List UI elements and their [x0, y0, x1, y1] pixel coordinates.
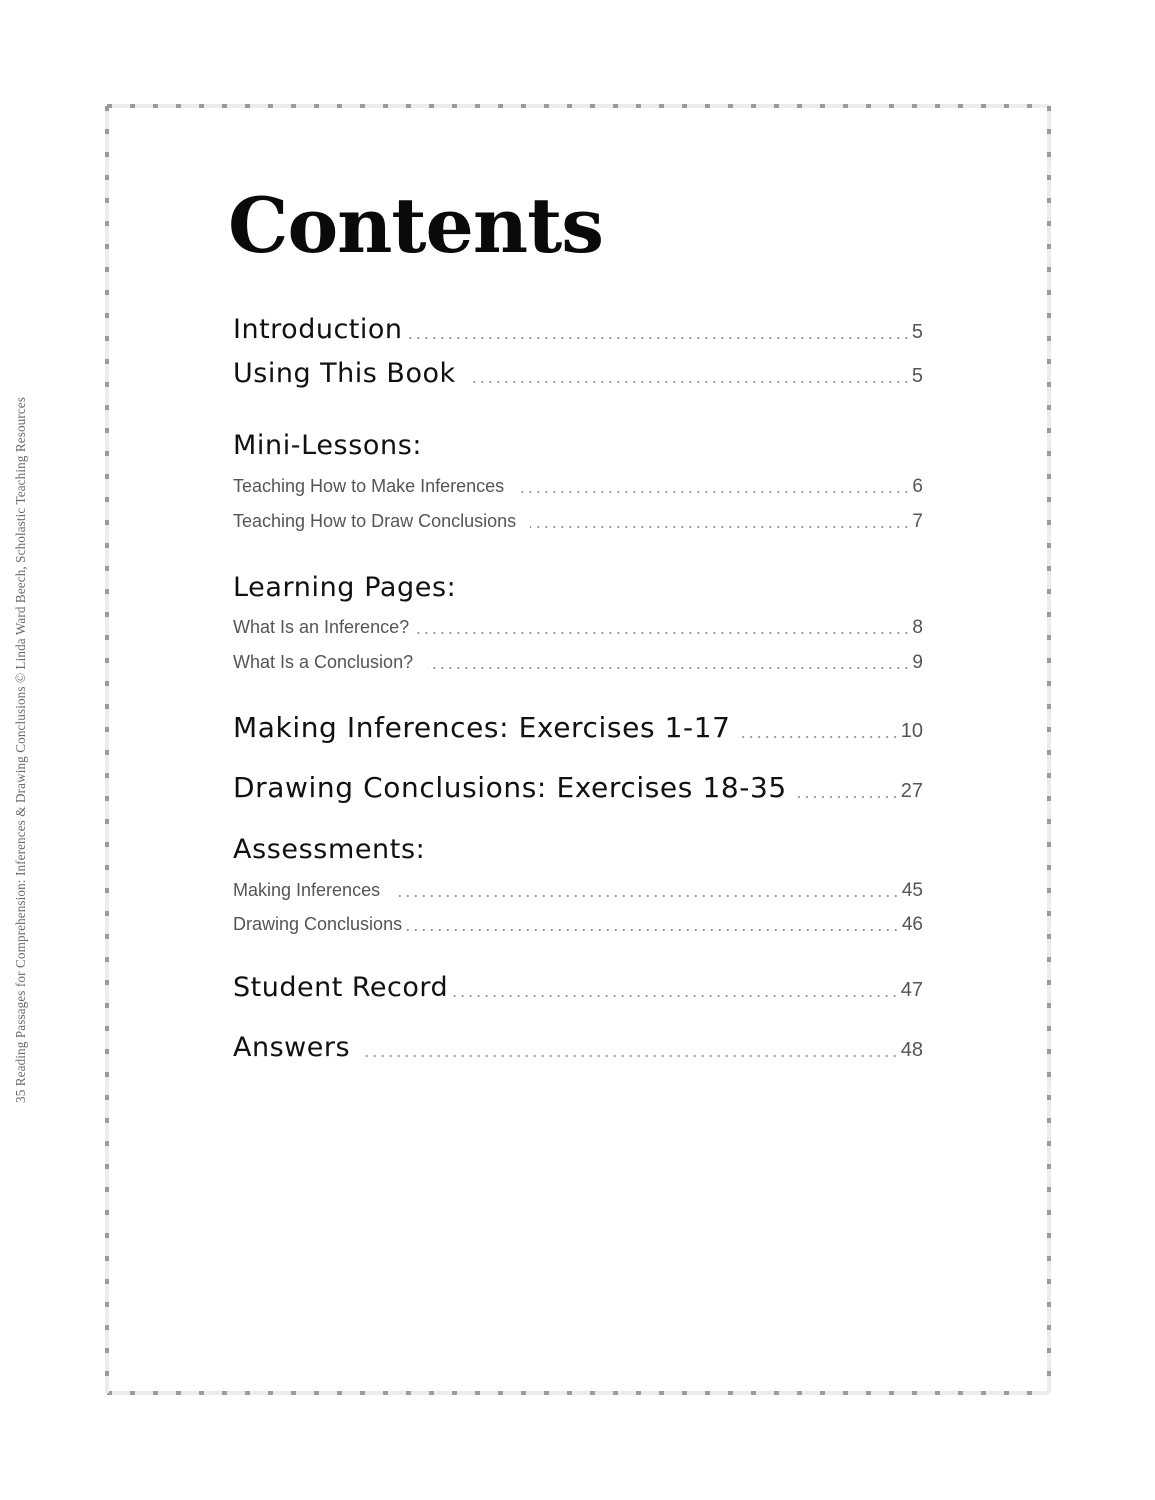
dot-leader: [530, 526, 910, 528]
section-heading-learning-pages: Learning Pages:: [233, 572, 457, 603]
dot-leader: [472, 381, 910, 383]
toc-page-number: 10: [900, 720, 923, 742]
dot-leader: [406, 929, 900, 931]
toc-entry-student-record[interactable]: [233, 972, 923, 1003]
toc-page-number: 47: [900, 979, 923, 1001]
dot-leader: [452, 995, 899, 997]
toc-entry-label: Teaching How to Draw Conclusions: [233, 511, 517, 531]
toc-page-number: 6: [912, 476, 923, 497]
toc-page-number: 7: [912, 511, 923, 532]
toc-entry-label: Student Record: [233, 972, 449, 1003]
page-title: Contents: [228, 181, 604, 270]
toc-page-number: 9: [912, 652, 923, 673]
dotted-page-frame: [107, 106, 1049, 1393]
frame-left-border: [105, 106, 109, 1393]
frame-top-border: [107, 104, 1049, 108]
toc-entry-answers[interactable]: [233, 1032, 923, 1063]
dot-leader: [415, 632, 910, 634]
toc-page-number: 5: [911, 365, 923, 387]
toc-page-number: 48: [900, 1039, 923, 1061]
toc-page-number: 5: [911, 321, 923, 343]
frame-bottom-border: [107, 1391, 1049, 1395]
toc-entry-label: Drawing Conclusions: [233, 914, 403, 934]
toc-entry-introduction[interactable]: [233, 314, 923, 345]
dot-leader: [394, 895, 900, 897]
toc-page-number: 8: [912, 617, 923, 638]
toc-entry-label: Making Inferences: [233, 880, 381, 900]
dot-leader: [741, 736, 899, 738]
toc-page-number: 27: [900, 780, 923, 802]
toc-entry-assessment-conclusions[interactable]: [233, 914, 923, 936]
toc-page-number: 46: [901, 914, 923, 935]
toc-entry-teaching-inferences[interactable]: [233, 476, 923, 498]
toc-page-number: 45: [901, 880, 923, 901]
toc-entry-label: Answers: [233, 1032, 351, 1063]
toc-entry-label: What Is an Inference?: [233, 617, 410, 637]
toc-entry-what-is-inference[interactable]: [233, 617, 923, 639]
toc-entry-label: Introduction: [233, 314, 403, 345]
toc-entry-using-this-book[interactable]: [233, 358, 923, 389]
toc-entry-label: What Is a Conclusion?: [233, 652, 414, 672]
toc-entry-teaching-conclusions[interactable]: [233, 511, 923, 533]
section-heading-assessments: Assessments:: [233, 834, 426, 865]
toc-entry-label: Drawing Conclusions: Exercises 18-35: [233, 771, 787, 804]
toc-entry-assessment-inferences[interactable]: [233, 880, 923, 902]
toc-entry-label: Using This Book: [233, 358, 456, 389]
dot-leader: [518, 491, 910, 493]
toc-entry-making-inferences-exercises[interactable]: [233, 711, 923, 744]
dot-leader: [797, 796, 899, 798]
toc-entry-label: Making Inferences: Exercises 1-17: [233, 711, 731, 744]
toc-entry-drawing-conclusions-exercises[interactable]: [233, 771, 923, 804]
section-heading-mini-lessons: Mini-Lessons:: [233, 430, 423, 461]
toc-entry-what-is-conclusion[interactable]: [233, 652, 923, 674]
toc-entry-label: Teaching How to Make Inferences: [233, 476, 505, 496]
dot-leader: [360, 1055, 899, 1057]
side-copyright-credit: 35 Reading Passages for Comprehension: Inferences & Drawing Conclusions © Linda Ward Beech, Scholastic Teaching Resources: [13, 397, 28, 1103]
frame-right-border: [1047, 106, 1051, 1393]
dot-leader: [427, 667, 910, 669]
dot-leader: [407, 337, 910, 339]
